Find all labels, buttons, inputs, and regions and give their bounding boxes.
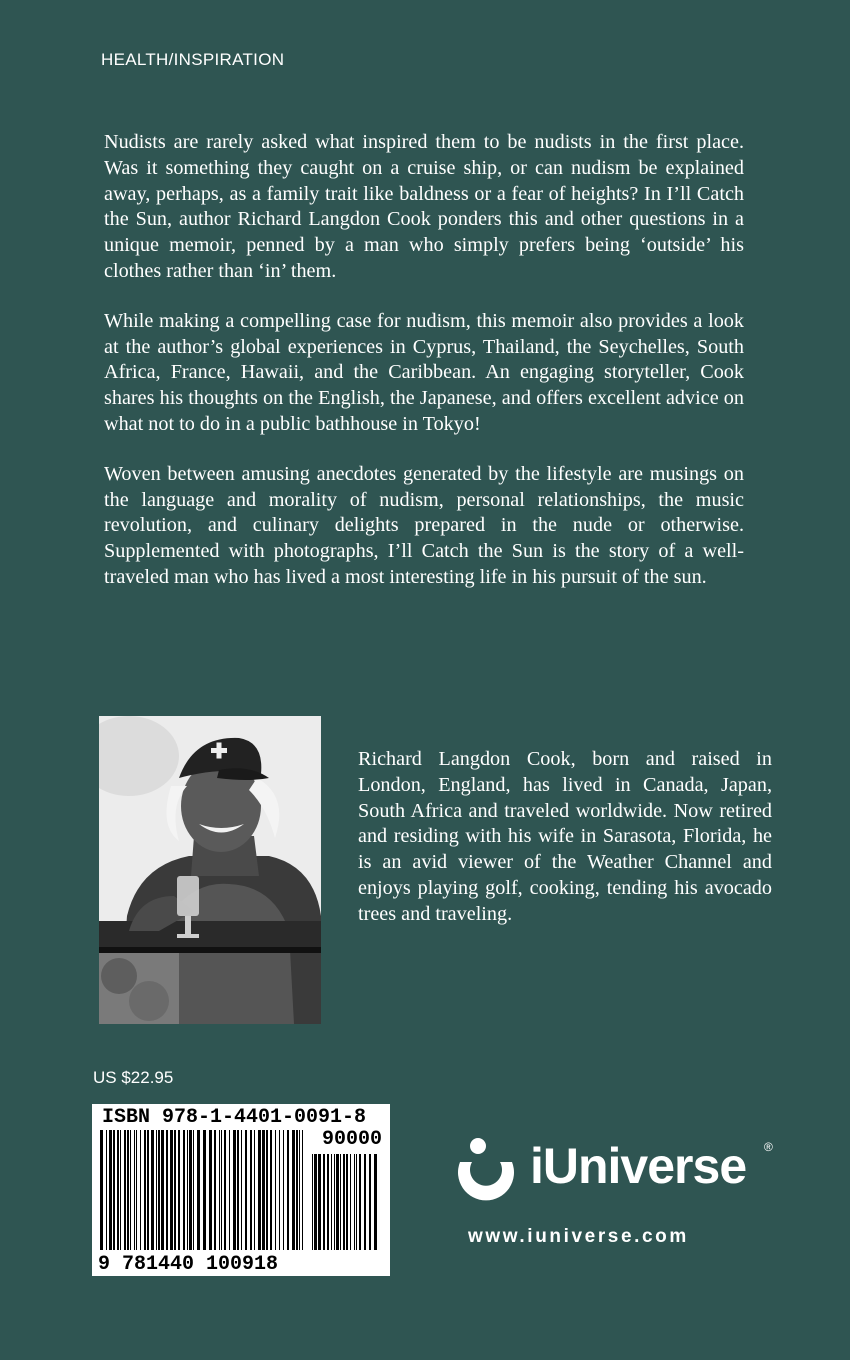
barcode-bar xyxy=(221,1130,222,1250)
barcode-bar xyxy=(245,1130,247,1250)
barcode-bar xyxy=(151,1130,154,1250)
barcode-bar xyxy=(144,1130,146,1250)
publisher-name: iUniverse xyxy=(530,1138,747,1194)
barcode-bar xyxy=(299,1130,300,1250)
category-label: HEALTH/INSPIRATION xyxy=(101,50,285,69)
barcode-bar xyxy=(229,1130,230,1250)
barcode-bar xyxy=(166,1130,168,1250)
barcode-bar xyxy=(241,1130,242,1250)
barcode-bar xyxy=(350,1154,351,1250)
publisher-brand xyxy=(452,1134,782,1204)
blurb-paragraph-3: Woven between amusing anecdotes generated by the lifestyle are musings on the language and morality of nudism, personal relationships, the music revolution, and culinary delights prepared in the nude or otherwise. Supplemented with photographs, I’ll Catch the Sun is the story of a well-traveled man who has lived a most interesting life in his pursuit of the sun. xyxy=(104,462,744,588)
barcode-bar xyxy=(113,1130,115,1250)
barcode-bar xyxy=(100,1130,103,1250)
barcode-bar xyxy=(161,1130,164,1250)
author-portrait-graphic xyxy=(99,716,321,1024)
barcode-bar xyxy=(219,1130,220,1250)
registered-mark: ® xyxy=(764,1140,773,1154)
barcode-bar xyxy=(209,1130,212,1250)
barcode-bar xyxy=(318,1154,321,1250)
barcode-bar xyxy=(178,1130,180,1250)
barcode-bar xyxy=(193,1130,194,1250)
barcode-bar xyxy=(262,1130,265,1250)
barcode-bar xyxy=(140,1130,141,1250)
barcode-bar xyxy=(254,1130,255,1250)
publisher-url: www.iuniverse.com xyxy=(468,1226,689,1247)
barcode-bar xyxy=(356,1154,357,1250)
barcode-bar xyxy=(302,1130,303,1250)
author-bio: Richard Langdon Cook, born and raised in London, England, has lived in Canada, Japan, South Africa and traveled worldwide. Now retired and residing with his wife in Sarasota, Florida, he is an avid viewer of the Weather Channel and enjoys playing golf, cooking, tending his avocado trees and traveling. xyxy=(358,748,772,925)
isbn-barcode xyxy=(92,1104,390,1276)
barcode-bar xyxy=(250,1130,252,1250)
barcode-bar xyxy=(292,1130,295,1250)
barcode-bar xyxy=(183,1130,185,1250)
barcode-bar xyxy=(314,1154,317,1250)
barcode-bar xyxy=(197,1130,200,1250)
barcode-bar xyxy=(224,1130,226,1250)
barcode-bar xyxy=(346,1154,348,1250)
barcode-bar xyxy=(233,1130,236,1250)
barcode-bar xyxy=(364,1154,366,1250)
barcode-bar xyxy=(174,1130,176,1250)
barcode-bar xyxy=(336,1154,339,1250)
blurb-paragraph-1: Nudists are rarely asked what inspired them to be nudists in the first place. Was it something they caught on a cruise ship, or can nudism be explained away, perhaps, as a family trait like baldness or a fear of heights? In I’ll Catch the Sun, author Richard Langdon Cook ponders this and other questions in a unique memoir, penned by a man who simply prefers being ‘outside’ his clothes rather than ‘in’ them. xyxy=(104,131,744,282)
barcode-bar xyxy=(136,1130,137,1250)
barcode-bar xyxy=(275,1130,276,1250)
barcode-bar xyxy=(312,1154,313,1250)
barcode-digits: 9 781440 100918 xyxy=(98,1253,279,1276)
addon-barcode-bars xyxy=(312,1154,382,1250)
barcode-bar xyxy=(109,1130,112,1250)
barcode-bar xyxy=(334,1154,335,1250)
barcode-bar xyxy=(117,1130,119,1250)
price-code-label: 90000 xyxy=(321,1128,382,1151)
barcode-bar xyxy=(354,1154,355,1250)
barcode-bar xyxy=(106,1130,107,1250)
barcode-bar xyxy=(340,1154,341,1250)
price-label: US $22.95 xyxy=(93,1068,174,1087)
barcode-bar xyxy=(130,1130,131,1250)
barcode-bar xyxy=(203,1130,206,1250)
barcode-bar xyxy=(189,1130,192,1250)
barcode-bar xyxy=(124,1130,126,1250)
barcode-bar xyxy=(237,1130,239,1250)
barcode-bar xyxy=(369,1154,371,1250)
barcode-bar xyxy=(214,1130,216,1250)
barcode-bar xyxy=(270,1130,272,1250)
barcode-bar xyxy=(374,1154,377,1250)
barcode-bar xyxy=(287,1130,289,1250)
barcode-bar xyxy=(258,1130,261,1250)
barcode-bar xyxy=(279,1130,280,1250)
barcode-bar xyxy=(266,1130,268,1250)
barcode-bar xyxy=(323,1154,325,1250)
barcode-bar xyxy=(359,1154,361,1250)
barcode-bar xyxy=(120,1130,121,1250)
isbn-label: ISBN 978-1-4401-0091-8 xyxy=(102,1106,367,1129)
barcode-bar xyxy=(331,1154,332,1250)
barcode-bar xyxy=(283,1130,284,1250)
barcode-bar xyxy=(187,1130,188,1250)
barcode-bar xyxy=(158,1130,160,1250)
author-photo xyxy=(99,716,321,1024)
barcode-bar xyxy=(296,1130,298,1250)
iuniverse-logo-icon xyxy=(452,1134,522,1204)
barcode-bar xyxy=(343,1154,345,1250)
barcode-bar xyxy=(170,1130,173,1250)
barcode-bar xyxy=(134,1130,135,1250)
barcode-bar xyxy=(147,1130,149,1250)
barcode-bar xyxy=(156,1130,157,1250)
barcode-bar xyxy=(127,1130,129,1250)
book-blurb xyxy=(104,130,744,615)
blurb-paragraph-2: While making a compelling case for nudism, this memoir also provides a look at the author’s global experiences in Cyprus, Thailand, the Seychelles, South Africa, France, Hawaii, and the Caribbean. An engaging storyteller, Cook shares his thoughts on the English, the Japanese, and offers excellent advice on what not to do in a public bathhouse in Tokyo! xyxy=(104,309,744,435)
barcode-bar xyxy=(327,1154,329,1250)
ean-barcode-bars xyxy=(100,1130,308,1250)
